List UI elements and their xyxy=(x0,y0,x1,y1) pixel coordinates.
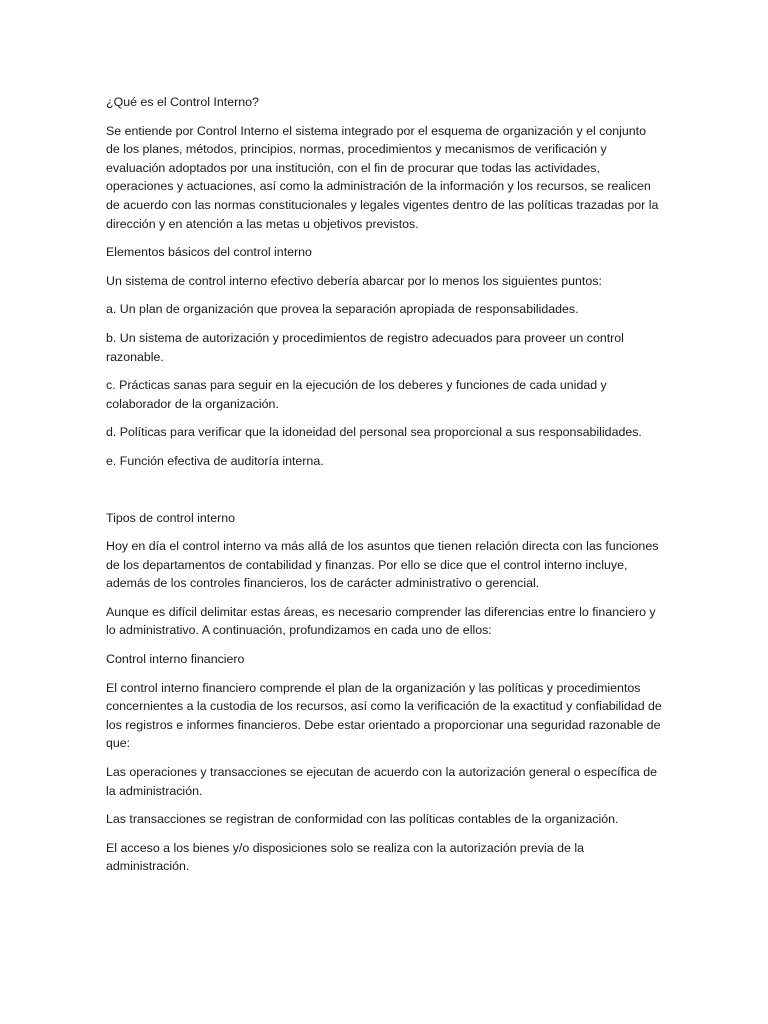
list-item-c: c. Prácticas sanas para seguir en la ejecución de los deberes y funciones de cada unidad y colaborador de la organización. xyxy=(106,378,607,411)
heading-que-es-control-interno: ¿Qué es el Control Interno? xyxy=(106,95,259,109)
paragraph-hoy-en-dia: Hoy en día el control interno va más allá de los asuntos que tienen relación directa con las funciones de los departamentos de contabilidad y finanzas. Por ello se dice que el control interno incluye, además de los controles financieros, los de carácter administrativo o gerencial. xyxy=(106,539,659,591)
list-item-d: d. Políticas para verificar que la idoneidad del personal sea proporcional a sus responsabilidades. xyxy=(106,425,642,440)
paragraph-financiero-comprende: El control interno financiero comprende el plan de la organización y las políticas y procedimientos concernientes a la custodia de los recursos, así como la verificación de la exactitud y confiabilidad de los registros e informes financieros. Debe estar orientado a proporcionar una seguridad razonable de que: xyxy=(106,680,662,751)
paragraph-acceso-bienes: El acceso a los bienes y/o disposiciones solo se realiza con la autorización previa de la administración. xyxy=(106,840,584,874)
document-page xyxy=(106,93,662,886)
list-item-e: e. Función efectiva de auditoría interna. xyxy=(106,453,324,468)
paragraph-transacciones-registran: Las transacciones se registran de conformidad con las políticas contables de la organización. xyxy=(106,812,619,827)
paragraph-operaciones-transacciones: Las operaciones y transacciones se ejecutan de acuerdo con la autorización general o específica de la administración. xyxy=(106,765,658,798)
paragraph-definicion: Se entiende por Control Interno el sistema integrado por el esquema de organización y el conjunto de los planes, métodos, principios, normas, procedimientos y mecanismos de verificación y evaluación adoptados por una institución, con el fin de procurar que todas las actividades, operaciones y actuaciones, así como la administración de la información y los recursos, se realicen de acuerdo con las normas constitucionales y legales vigentes dentro de las políticas trazadas por la dirección y en atención a las metas u objetivos previstos. xyxy=(106,123,659,231)
list-item-a: a. Un plan de organización que provea la separación apropiada de responsabilidades. xyxy=(106,302,579,317)
heading-control-interno-financiero: Control interno financiero xyxy=(106,652,245,667)
heading-tipos-control-interno: Tipos de control interno xyxy=(106,510,236,525)
list-item-b: b. Un sistema de autorización y procedimientos de registro adecuados para proveer un control razonable. xyxy=(106,330,624,364)
heading-elementos-basicos: Elementos básicos del control interno xyxy=(106,245,312,260)
paragraph-aunque-dificil: Aunque es difícil delimitar estas áreas, es necesario comprender las diferencias entre lo financiero y lo administrativo. A continuación, profundizamos en cada uno de ellos: xyxy=(106,604,656,638)
paragraph-intro-elementos: Un sistema de control interno efectivo debería abarcar por lo menos los siguientes puntos: xyxy=(106,273,602,288)
